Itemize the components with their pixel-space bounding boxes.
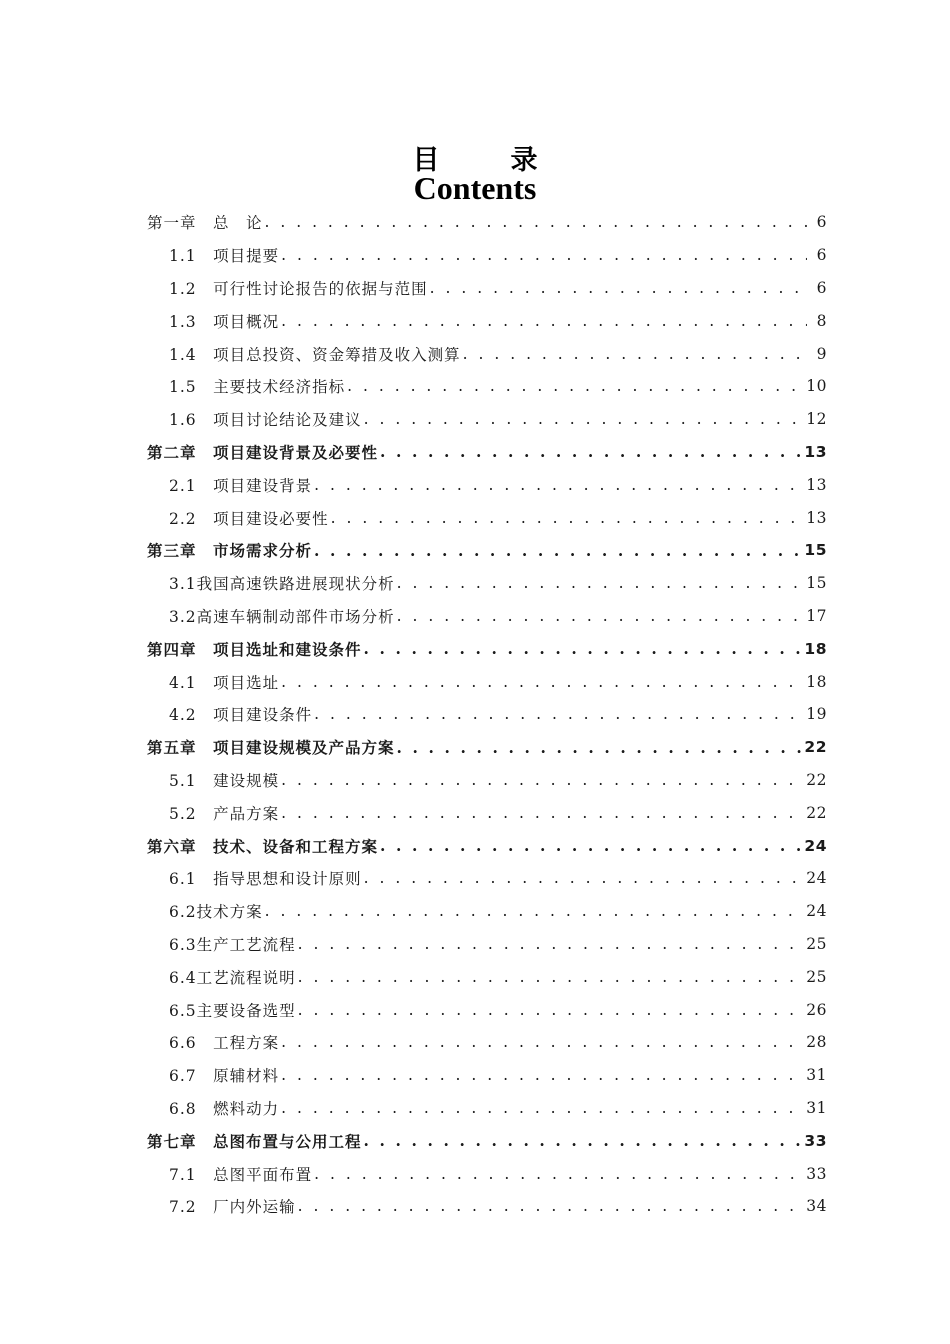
toc-entry-label: 4.2 项目建设条件 (169, 706, 313, 725)
toc-page-number: 24 (804, 836, 827, 855)
toc-page-number: 9 (816, 344, 827, 363)
toc-page-number: 17 (806, 606, 827, 625)
toc-section-entry[interactable] (147, 468, 827, 501)
toc-section-entry[interactable] (147, 796, 827, 829)
toc-entry-label: 3.2高速车辆制动部件市场分析 (169, 607, 395, 626)
dot-leader (298, 968, 805, 986)
toc-chapter-entry[interactable] (147, 731, 827, 764)
toc-entry-label: 6.5主要设备选型 (169, 1001, 296, 1020)
toc-page-number: 10 (806, 377, 827, 396)
dot-leader (314, 1165, 804, 1183)
toc-section-entry[interactable] (147, 993, 827, 1026)
dot-leader (281, 1099, 804, 1117)
toc-entry-label: 7.2 厂内外运输 (169, 1198, 296, 1217)
toc-page-number: 15 (806, 574, 827, 593)
toc-section-entry[interactable] (147, 272, 827, 305)
dot-leader (314, 476, 804, 494)
dot-leader (397, 574, 805, 592)
toc-page-number: 8 (816, 311, 827, 330)
toc-section-entry[interactable] (147, 239, 827, 272)
dot-leader (281, 804, 804, 822)
dot-leader (397, 607, 805, 625)
toc-page-number: 31 (806, 1098, 827, 1117)
toc-section-entry[interactable] (147, 337, 827, 370)
dot-leader (281, 312, 807, 330)
toc-entry-label: 第七章 总图布置与公用工程 (147, 1132, 362, 1151)
toc-section-entry[interactable] (147, 600, 827, 633)
toc-section-entry[interactable] (147, 862, 827, 895)
toc-entry-label: 1.4 项目总投资、资金筹措及收入测算 (169, 345, 461, 364)
dot-leader (298, 1197, 805, 1215)
toc-page-number: 34 (806, 1197, 827, 1216)
toc-entry-label: 第五章 项目建设规模及产品方案 (147, 739, 395, 758)
toc-page-number: 22 (806, 803, 827, 822)
toc-chapter-entry[interactable] (147, 436, 827, 469)
toc-entry-label: 第四章 项目选址和建设条件 (147, 640, 362, 659)
dot-leader (298, 935, 805, 953)
toc-page-number: 24 (806, 902, 827, 921)
dot-leader (430, 279, 807, 297)
toc-section-entry[interactable] (147, 567, 827, 600)
toc-section-entry[interactable] (147, 1092, 827, 1125)
toc-section-entry[interactable] (147, 764, 827, 797)
dot-leader (364, 639, 803, 658)
toc-page-number: 25 (806, 967, 827, 986)
dot-leader (347, 377, 804, 395)
dot-leader (265, 213, 807, 231)
dot-leader (331, 509, 805, 527)
toc-section-entry[interactable] (147, 1157, 827, 1190)
toc-title-english: Contents (413, 170, 537, 206)
dot-leader (281, 246, 807, 264)
dot-leader (298, 1001, 805, 1019)
toc-section-entry[interactable] (147, 501, 827, 534)
toc-page-number: 6 (816, 246, 827, 265)
toc-section-entry[interactable] (147, 895, 827, 928)
toc-page-number: 33 (806, 1164, 827, 1183)
toc-page-number: 25 (806, 934, 827, 953)
toc-page-number: 28 (806, 1033, 827, 1052)
dot-leader (314, 705, 804, 723)
toc-section-entry[interactable] (147, 928, 827, 961)
toc-section-entry[interactable] (147, 665, 827, 698)
toc-entry-label: 第二章 项目建设背景及必要性 (147, 443, 379, 462)
toc-title-chinese: 目 录 (412, 145, 560, 176)
toc-entry-label: 第一章 总 论 (147, 214, 263, 233)
table-of-contents (147, 206, 827, 1223)
toc-page-number: 13 (806, 508, 827, 527)
toc-page-number: 33 (804, 1131, 827, 1150)
toc-chapter-entry[interactable] (147, 1124, 827, 1157)
toc-section-entry[interactable] (147, 304, 827, 337)
dot-leader (380, 836, 802, 855)
toc-page-number: 18 (804, 639, 827, 658)
toc-entry-label: 1.3 项目概况 (169, 312, 280, 331)
toc-page-number: 24 (806, 869, 827, 888)
dot-leader (463, 345, 807, 363)
toc-chapter-entry[interactable] (147, 632, 827, 665)
toc-entry-label: 7.1 总图平面布置 (169, 1165, 313, 1184)
toc-entry-label: 6.1 指导思想和设计原则 (169, 870, 362, 889)
toc-section-entry[interactable] (147, 370, 827, 403)
toc-page-number: 22 (806, 770, 827, 789)
dot-leader (364, 869, 805, 887)
toc-section-entry[interactable] (147, 1190, 827, 1223)
dot-leader (397, 738, 803, 757)
toc-entry-label: 第六章 技术、设备和工程方案 (147, 837, 379, 856)
toc-chapter-entry[interactable] (147, 206, 827, 239)
toc-entry-label: 6.8 燃料动力 (169, 1099, 280, 1118)
toc-chapter-entry[interactable] (147, 534, 827, 567)
toc-section-entry[interactable] (147, 1059, 827, 1092)
dot-leader (364, 410, 805, 428)
toc-page-number: 6 (816, 213, 827, 232)
dot-leader (314, 541, 802, 560)
dot-leader (281, 771, 804, 789)
toc-section-entry[interactable] (147, 960, 827, 993)
dot-leader (265, 902, 805, 920)
toc-page-number: 13 (804, 442, 827, 461)
toc-chapter-entry[interactable] (147, 829, 827, 862)
toc-entry-label: 6.6 工程方案 (169, 1034, 280, 1053)
toc-entry-label: 2.1 项目建设背景 (169, 476, 313, 495)
toc-section-entry[interactable] (147, 698, 827, 731)
toc-entry-label: 4.1 项目选址 (169, 673, 280, 692)
toc-page-number: 15 (804, 541, 827, 560)
toc-section-entry[interactable] (147, 403, 827, 436)
dot-leader (281, 673, 804, 691)
toc-page-number: 22 (804, 738, 827, 757)
dot-leader (281, 1033, 804, 1051)
toc-page-number: 31 (806, 1066, 827, 1085)
toc-page-number: 19 (806, 705, 827, 724)
toc-entry-label: 6.2技术方案 (169, 903, 263, 922)
toc-entry-label: 6.7 原辅材料 (169, 1067, 280, 1086)
toc-entry-label: 1.6 项目讨论结论及建议 (169, 411, 362, 430)
toc-section-entry[interactable] (147, 1026, 827, 1059)
toc-entry-label: 1.2 可行性讨论报告的依据与范围 (169, 279, 428, 298)
toc-page-number: 18 (806, 672, 827, 691)
toc-page-number: 12 (806, 410, 827, 429)
dot-leader (281, 1066, 804, 1084)
toc-entry-label: 2.2 项目建设必要性 (169, 509, 329, 528)
toc-entry-label: 5.1 建设规模 (169, 771, 280, 790)
toc-page-number: 6 (816, 278, 827, 297)
dot-leader (364, 1131, 803, 1150)
toc-page-number: 26 (806, 1000, 827, 1019)
toc-page-number: 13 (806, 475, 827, 494)
toc-entry-label: 6.3生产工艺流程 (169, 935, 296, 954)
toc-entry-label: 第三章 市场需求分析 (147, 542, 313, 561)
toc-entry-label: 3.1我国高速铁路进展现状分析 (169, 575, 395, 594)
toc-entry-label: 1.1 项目提要 (169, 247, 280, 266)
dot-leader (380, 442, 802, 461)
toc-entry-label: 5.2 产品方案 (169, 804, 280, 823)
toc-entry-label: 6.4工艺流程说明 (169, 968, 296, 987)
toc-entry-label: 1.5 主要技术经济指标 (169, 378, 346, 397)
